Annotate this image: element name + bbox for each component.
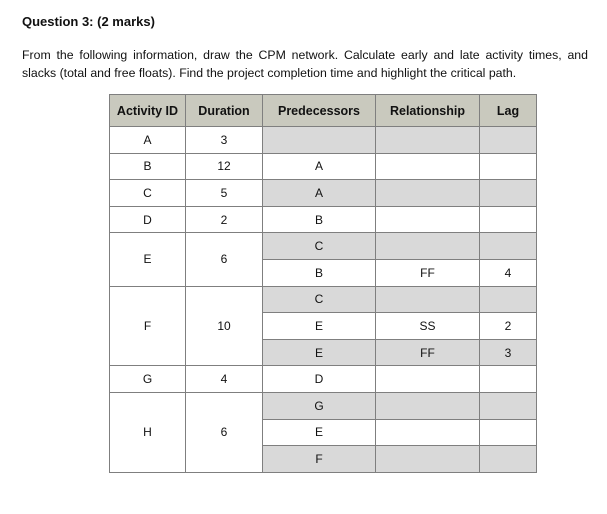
cell-duration: 2	[186, 206, 263, 233]
cell-predecessor	[263, 127, 376, 154]
cell-lag	[480, 286, 537, 313]
cell-lag	[480, 127, 537, 154]
cell-predecessor: B	[263, 206, 376, 233]
cell-predecessor: C	[263, 233, 376, 260]
cell-relationship: FF	[376, 339, 480, 366]
cell-relationship	[376, 366, 480, 393]
cell-relationship	[376, 233, 480, 260]
cell-lag	[480, 233, 537, 260]
cell-duration: 3	[186, 127, 263, 154]
cell-lag	[480, 153, 537, 180]
cell-lag: 2	[480, 313, 537, 340]
cell-relationship: SS	[376, 313, 480, 340]
cell-activity-id: D	[110, 206, 186, 233]
cell-duration: 10	[186, 286, 263, 366]
cell-relationship	[376, 153, 480, 180]
activity-table	[109, 94, 537, 473]
cell-predecessor: G	[263, 392, 376, 419]
cell-predecessor: E	[263, 339, 376, 366]
cell-activity-id: A	[110, 127, 186, 154]
cell-relationship	[376, 180, 480, 207]
cell-relationship	[376, 206, 480, 233]
header-relationship: Relationship	[376, 95, 480, 127]
table-row	[110, 206, 537, 233]
cell-activity-id: F	[110, 286, 186, 366]
question-heading: Question 3: (2 marks)	[22, 14, 155, 29]
header-lag: Lag	[480, 95, 537, 127]
cell-relationship: FF	[376, 259, 480, 286]
table-row	[110, 127, 537, 154]
cell-predecessor: E	[263, 419, 376, 446]
cell-lag	[480, 366, 537, 393]
header-predecessors: Predecessors	[263, 95, 376, 127]
header-duration: Duration	[186, 95, 263, 127]
cell-lag	[480, 446, 537, 473]
cell-duration: 6	[186, 392, 263, 472]
cell-predecessor: B	[263, 259, 376, 286]
header-activity-id: Activity ID	[110, 95, 186, 127]
cell-duration: 5	[186, 180, 263, 207]
table-header-row	[110, 95, 537, 127]
cell-lag	[480, 419, 537, 446]
cell-relationship	[376, 446, 480, 473]
table-row	[110, 153, 537, 180]
table-row	[110, 286, 537, 313]
cell-predecessor: C	[263, 286, 376, 313]
cell-activity-id: E	[110, 233, 186, 286]
cell-duration: 6	[186, 233, 263, 286]
table-row	[110, 392, 537, 419]
cell-relationship	[376, 392, 480, 419]
cell-predecessor: A	[263, 180, 376, 207]
cell-predecessor: D	[263, 366, 376, 393]
cell-activity-id: H	[110, 392, 186, 472]
cell-activity-id: G	[110, 366, 186, 393]
table-row	[110, 366, 537, 393]
cell-lag: 3	[480, 339, 537, 366]
cell-lag: 4	[480, 259, 537, 286]
cell-lag	[480, 180, 537, 207]
cell-activity-id: B	[110, 153, 186, 180]
cell-lag	[480, 392, 537, 419]
cell-duration: 4	[186, 366, 263, 393]
cell-activity-id: C	[110, 180, 186, 207]
cell-relationship	[376, 419, 480, 446]
question-instructions: From the following information, draw the CPM network. Calculate early and late activity times, and slacks (total and free floats). Find the project completion time and highlight the critical path.	[22, 48, 588, 80]
cell-predecessor: E	[263, 313, 376, 340]
cell-relationship	[376, 127, 480, 154]
cell-predecessor: A	[263, 153, 376, 180]
table-row	[110, 233, 537, 260]
cell-relationship	[376, 286, 480, 313]
cell-lag	[480, 206, 537, 233]
table-row	[110, 180, 537, 207]
table-body	[110, 127, 537, 473]
cell-duration: 12	[186, 153, 263, 180]
cell-predecessor: F	[263, 446, 376, 473]
